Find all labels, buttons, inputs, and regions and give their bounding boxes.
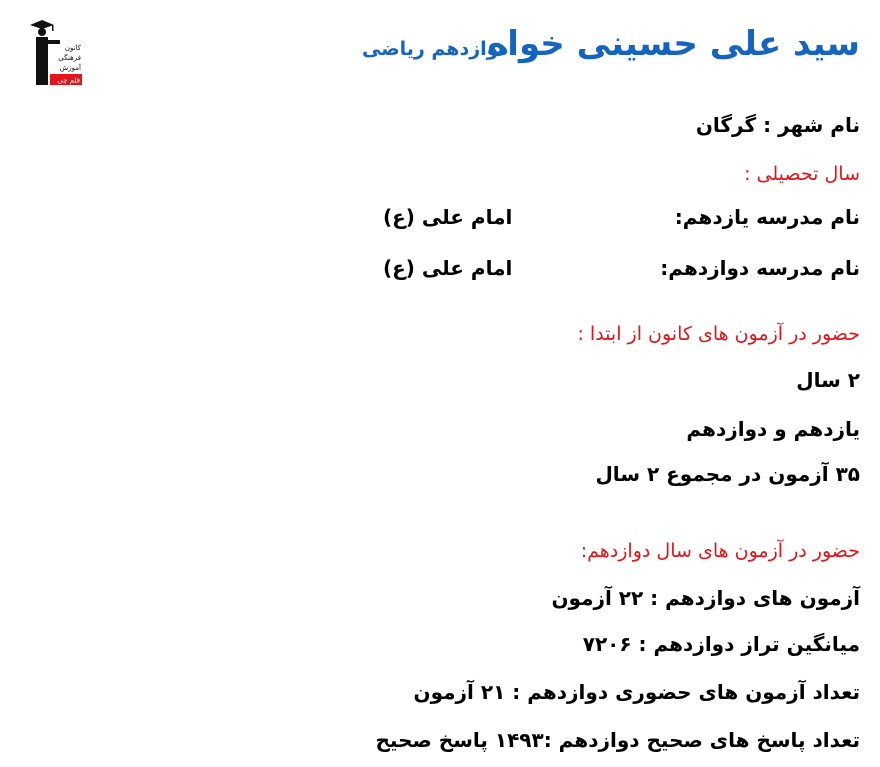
attendance-start-line: ۳۵ آزمون در مجموع ۲ سال <box>595 462 860 486</box>
school-11-label: نام مدرسه یازدهم: <box>674 205 860 229</box>
city-line: نام شهر : گرگان <box>695 113 860 137</box>
attendance-start-heading: حضور در آزمون های کانون از ابتدا : <box>577 323 860 345</box>
attendance-grade12-line: تعداد آزمون های حضوری دوازدهم : ۲۱ آزمون <box>413 680 860 704</box>
attendance-grade12-line: آزمون های دوازدهم : ۲۲ آزمون <box>551 586 860 610</box>
graduate-pointing-logo-icon <box>26 16 84 88</box>
logo-line-2: فرهنگی <box>58 54 81 62</box>
attendance-start-line: ۲ سال <box>796 368 860 392</box>
logo-line-3: آموزش <box>59 64 81 72</box>
grade-field: دوازدهم ریاضی <box>362 38 509 60</box>
logo-line-4: قلم چی <box>57 76 80 85</box>
school-11-value: امام علی (ع) <box>383 205 513 229</box>
attendance-grade12-line: تعداد پاسخ های صحیح دوازدهم :۱۴۹۳ پاسخ صحیح <box>375 728 860 752</box>
attendance-start-line: یازدهم و دوازدهم <box>686 417 860 441</box>
logo-line-1: کانون <box>64 44 81 52</box>
attendance-grade12-heading: حضور در آزمون های سال دوازدهم: <box>580 540 860 562</box>
student-name: سید علی حسینی خواه <box>487 24 860 64</box>
attendance-grade12-line: میانگین تراز دوازدهم : ۷۲۰۶ <box>582 632 860 656</box>
school-12-label: نام مدرسه دوازدهم: <box>660 256 860 280</box>
academic-year-heading: سال تحصیلی : <box>744 163 860 185</box>
school-12-value: امام علی (ع) <box>383 256 513 280</box>
